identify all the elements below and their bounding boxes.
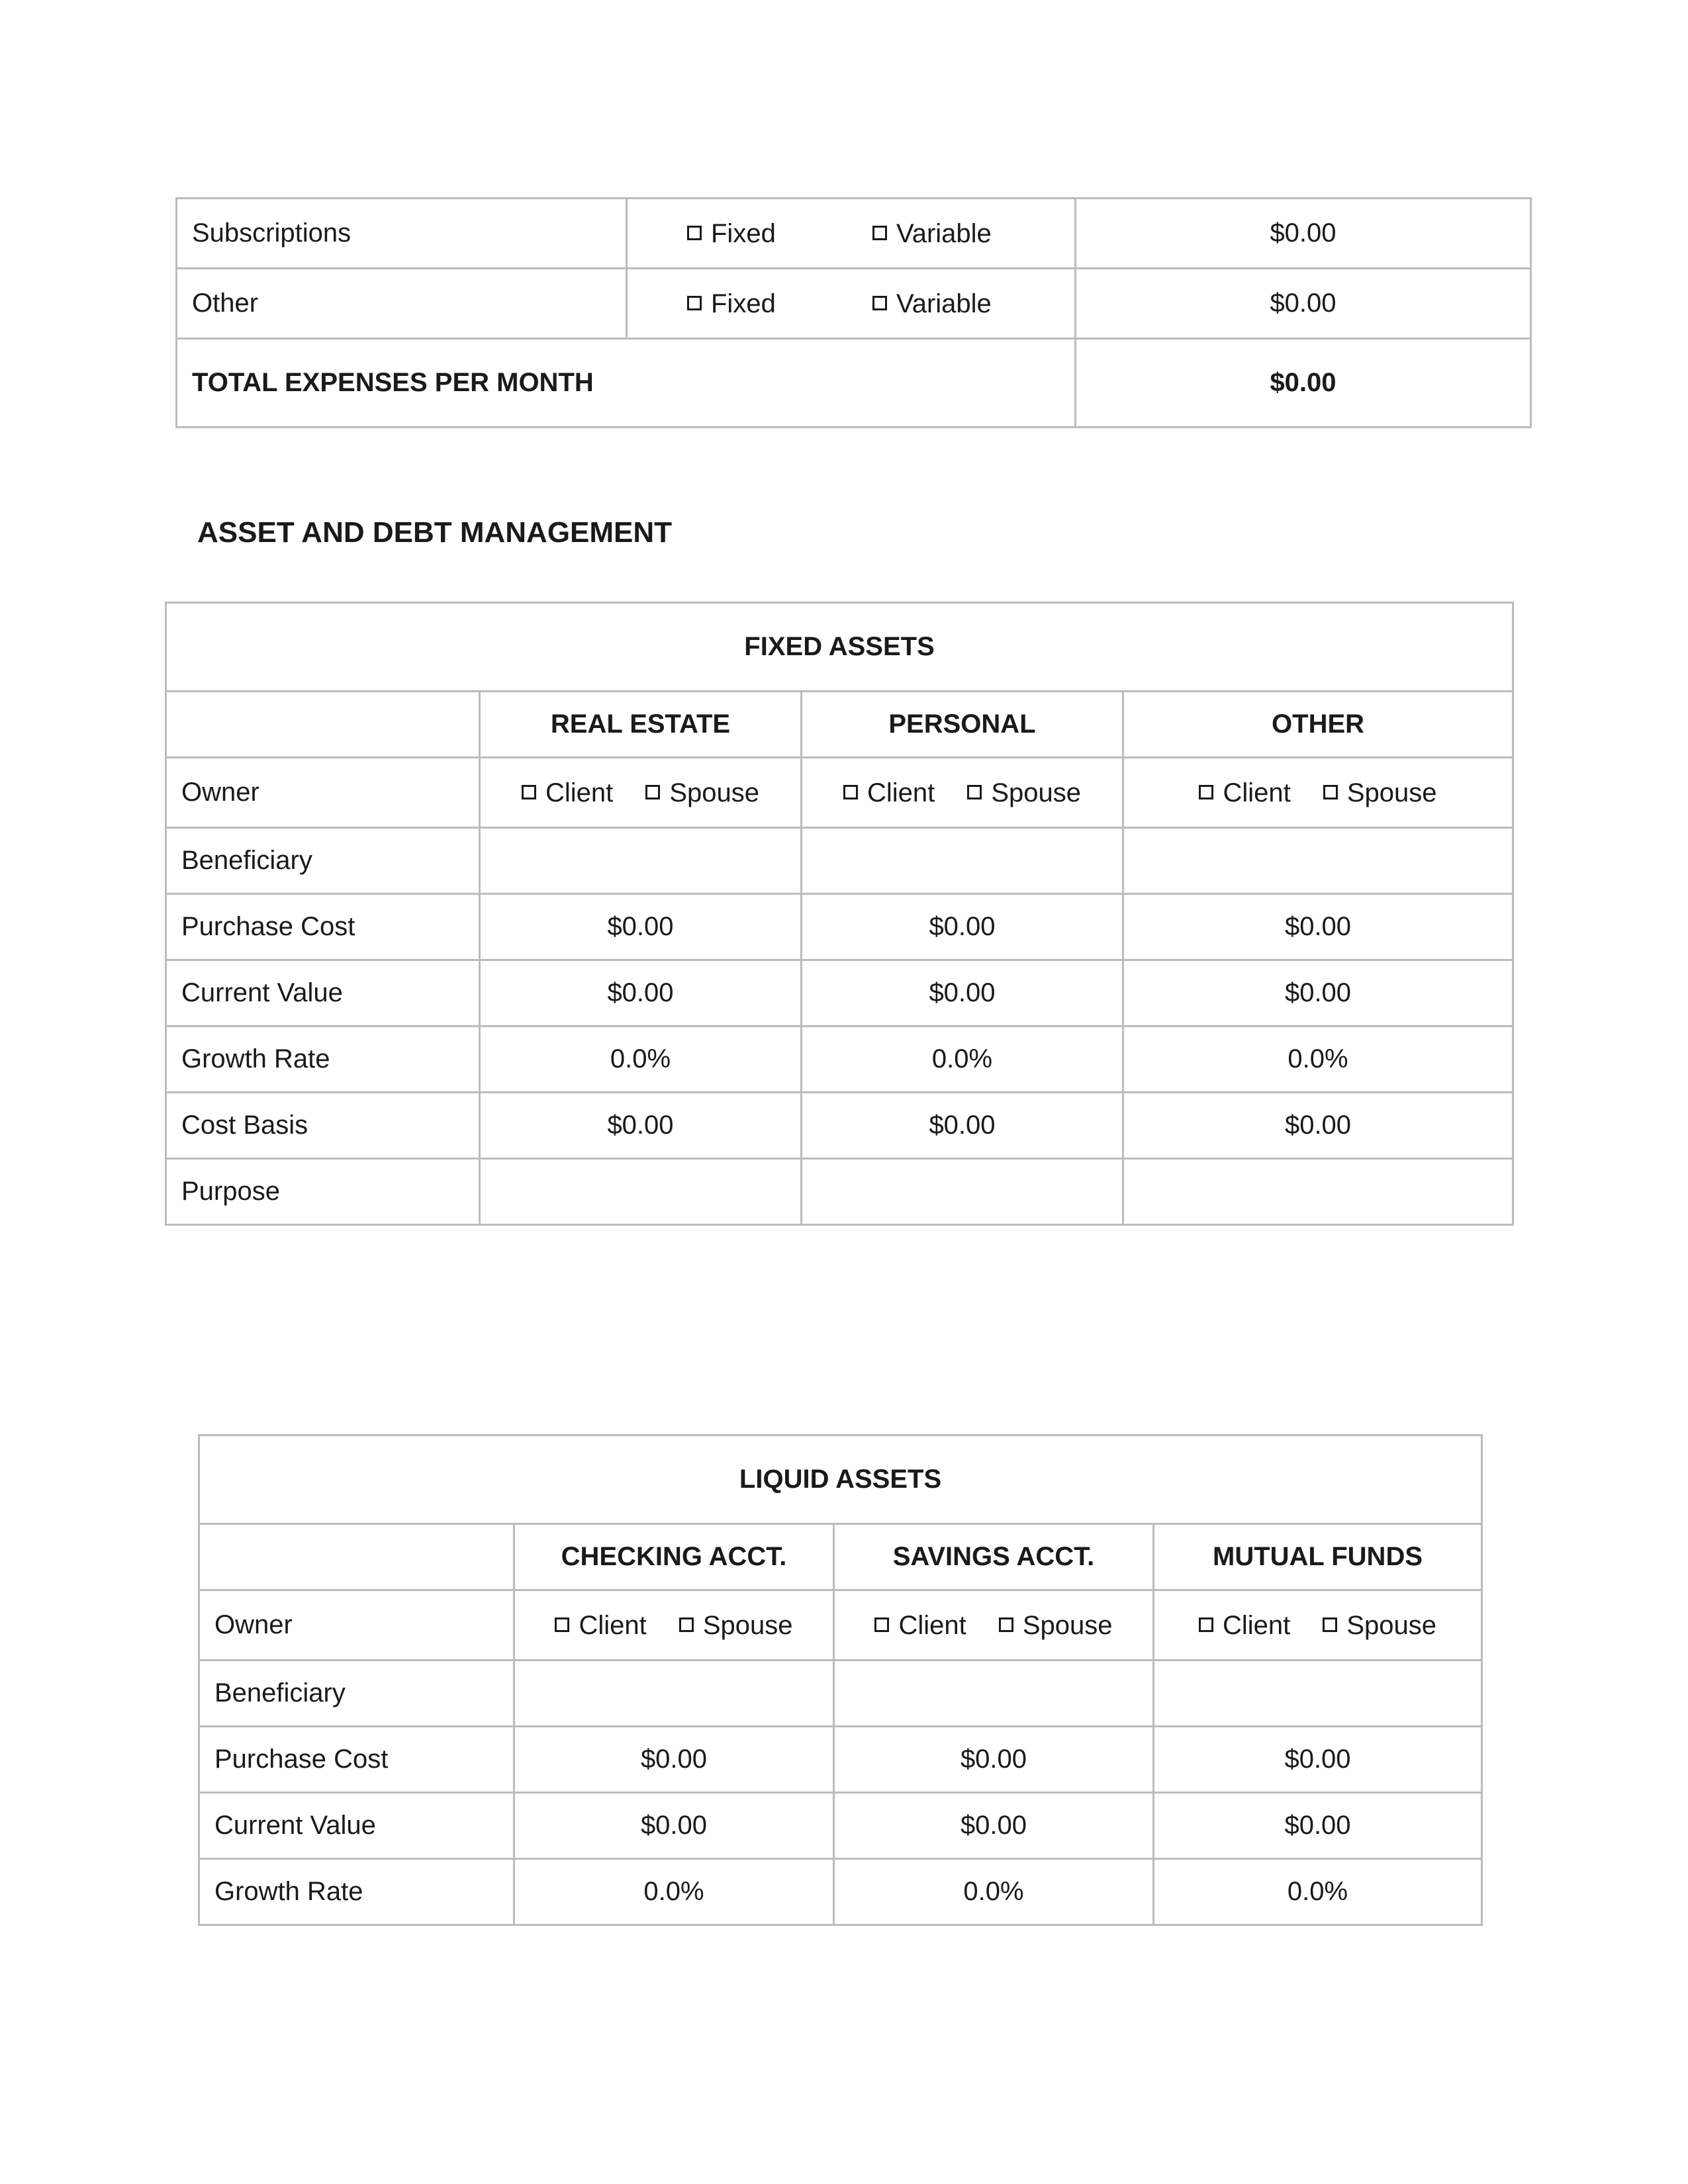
spouse-option[interactable]: Spouse <box>645 778 759 808</box>
checkbox-icon[interactable] <box>645 785 660 799</box>
value-cell[interactable]: $0.00 <box>1123 894 1513 960</box>
owner-options <box>514 1590 834 1661</box>
table-row <box>199 1727 1482 1793</box>
row-label: Growth Rate <box>166 1026 480 1093</box>
fixed-assets-table <box>165 602 1514 1226</box>
value-cell[interactable]: 0.0% <box>1123 1026 1513 1093</box>
checkbox-icon[interactable] <box>1199 785 1213 799</box>
spouse-option[interactable]: Spouse <box>1323 1611 1436 1641</box>
checkbox-icon[interactable] <box>874 1617 889 1632</box>
column-header: OTHER <box>1123 692 1513 758</box>
value-cell[interactable]: $0.00 <box>480 1093 802 1159</box>
owner-options <box>802 758 1123 828</box>
value-cell[interactable]: $0.00 <box>480 960 802 1026</box>
value-cell[interactable]: $0.00 <box>802 894 1123 960</box>
expense-amount[interactable]: $0.00 <box>1076 199 1531 269</box>
column-header: CHECKING ACCT. <box>514 1524 834 1590</box>
liquid-assets-table <box>198 1434 1483 1926</box>
column-header: REAL ESTATE <box>480 692 802 758</box>
value-cell[interactable] <box>802 828 1123 894</box>
client-option[interactable]: Client <box>555 1611 646 1641</box>
value-cell[interactable] <box>1154 1661 1482 1727</box>
row-label: Purchase Cost <box>199 1727 514 1793</box>
fixed-option[interactable] <box>687 289 776 319</box>
owner-options <box>1123 758 1513 828</box>
checkbox-icon[interactable] <box>555 1617 569 1632</box>
value-cell[interactable]: $0.00 <box>480 894 802 960</box>
expense-row-other <box>177 269 1531 339</box>
empty-header-cell <box>199 1524 514 1590</box>
owner-row <box>166 758 1513 828</box>
value-cell[interactable]: $0.00 <box>1123 960 1513 1026</box>
checkbox-icon[interactable] <box>679 1617 694 1632</box>
value-cell[interactable] <box>514 1661 834 1727</box>
owner-row <box>199 1590 1482 1661</box>
value-cell[interactable]: $0.00 <box>514 1727 834 1793</box>
table-row <box>166 894 1513 960</box>
value-cell[interactable]: 0.0% <box>834 1859 1154 1925</box>
checkbox-icon[interactable] <box>843 785 858 799</box>
checkbox-icon[interactable] <box>1323 785 1338 799</box>
value-cell[interactable]: $0.00 <box>514 1793 834 1859</box>
value-cell[interactable]: $0.00 <box>1123 1093 1513 1159</box>
expense-amount[interactable]: $0.00 <box>1076 269 1531 339</box>
table-row <box>166 960 1513 1026</box>
row-label: Purpose <box>166 1159 480 1225</box>
value-cell[interactable]: $0.00 <box>1154 1727 1482 1793</box>
table-row <box>166 1026 1513 1093</box>
checkbox-icon[interactable] <box>1199 1617 1213 1632</box>
value-cell[interactable] <box>1123 1159 1513 1225</box>
table-row <box>199 1661 1482 1727</box>
section-heading: ASSET AND DEBT MANAGEMENT <box>197 516 673 549</box>
row-label: Beneficiary <box>166 828 480 894</box>
value-cell[interactable]: $0.00 <box>802 960 1123 1026</box>
value-cell[interactable]: 0.0% <box>1154 1859 1482 1925</box>
column-header: PERSONAL <box>802 692 1123 758</box>
value-cell[interactable]: $0.00 <box>802 1093 1123 1159</box>
fixed-label: Fixed <box>711 289 776 318</box>
owner-options <box>1154 1590 1482 1661</box>
value-cell[interactable]: 0.0% <box>480 1026 802 1093</box>
value-cell[interactable]: 0.0% <box>514 1859 834 1925</box>
value-cell[interactable] <box>480 1159 802 1225</box>
value-cell[interactable]: 0.0% <box>802 1026 1123 1093</box>
row-label: Growth Rate <box>199 1859 514 1925</box>
fixed-option[interactable] <box>687 219 776 249</box>
spouse-option[interactable]: Spouse <box>1323 778 1437 808</box>
spouse-option[interactable]: Spouse <box>679 1611 793 1641</box>
row-label: Cost Basis <box>166 1093 480 1159</box>
expenses-table <box>175 197 1532 428</box>
expense-row-subscriptions <box>177 199 1531 269</box>
table-row <box>166 828 1513 894</box>
checkbox-icon[interactable] <box>872 296 887 310</box>
checkbox-icon[interactable] <box>967 785 982 799</box>
table-row <box>199 1859 1482 1925</box>
owner-options <box>834 1590 1154 1661</box>
fixed-label: Fixed <box>711 219 776 248</box>
value-cell[interactable] <box>834 1661 1154 1727</box>
liquid-assets-title: LIQUID ASSETS <box>199 1435 1482 1524</box>
owner-options <box>480 758 802 828</box>
table-row <box>166 1159 1513 1225</box>
value-cell[interactable] <box>480 828 802 894</box>
table-row <box>166 1093 1513 1159</box>
checkbox-icon[interactable] <box>687 226 702 240</box>
row-label: Current Value <box>199 1793 514 1859</box>
client-option[interactable]: Client <box>1199 778 1290 808</box>
column-header-row <box>166 692 1513 758</box>
column-header-row <box>199 1524 1482 1590</box>
variable-label: Variable <box>896 289 992 318</box>
column-header: MUTUAL FUNDS <box>1154 1524 1482 1590</box>
total-expenses-label: TOTAL EXPENSES PER MONTH <box>177 339 1076 428</box>
total-expenses-row <box>177 339 1531 428</box>
expense-type-options <box>627 199 1076 269</box>
column-header: SAVINGS ACCT. <box>834 1524 1154 1590</box>
checkbox-icon[interactable] <box>999 1617 1013 1632</box>
checkbox-icon[interactable] <box>1323 1617 1337 1632</box>
value-cell[interactable] <box>1123 828 1513 894</box>
row-label: Owner <box>166 758 480 828</box>
variable-option[interactable] <box>872 289 992 319</box>
client-option[interactable]: Client <box>522 778 613 808</box>
empty-header-cell <box>166 692 480 758</box>
value-cell[interactable]: $0.00 <box>834 1793 1154 1859</box>
checkbox-icon[interactable] <box>872 226 887 240</box>
checkbox-icon[interactable] <box>522 785 536 799</box>
row-label: Beneficiary <box>199 1661 514 1727</box>
spouse-option[interactable]: Spouse <box>999 1611 1113 1641</box>
value-cell[interactable] <box>802 1159 1123 1225</box>
fixed-assets-title: FIXED ASSETS <box>166 603 1513 692</box>
table-row <box>199 1793 1482 1859</box>
variable-label: Variable <box>896 219 992 248</box>
row-label: Purchase Cost <box>166 894 480 960</box>
expense-label: Subscriptions <box>177 199 627 269</box>
value-cell[interactable]: $0.00 <box>834 1727 1154 1793</box>
row-label: Current Value <box>166 960 480 1026</box>
expense-type-options <box>627 269 1076 339</box>
value-cell[interactable]: $0.00 <box>1154 1793 1482 1859</box>
spouse-option[interactable]: Spouse <box>967 778 1081 808</box>
row-label: Owner <box>199 1590 514 1661</box>
checkbox-icon[interactable] <box>687 296 702 310</box>
client-option[interactable]: Client <box>843 778 935 808</box>
total-expenses-amount: $0.00 <box>1076 339 1531 428</box>
client-option[interactable]: Client <box>874 1611 966 1641</box>
variable-option[interactable] <box>872 219 992 249</box>
expense-label: Other <box>177 269 627 339</box>
client-option[interactable]: Client <box>1199 1611 1290 1641</box>
